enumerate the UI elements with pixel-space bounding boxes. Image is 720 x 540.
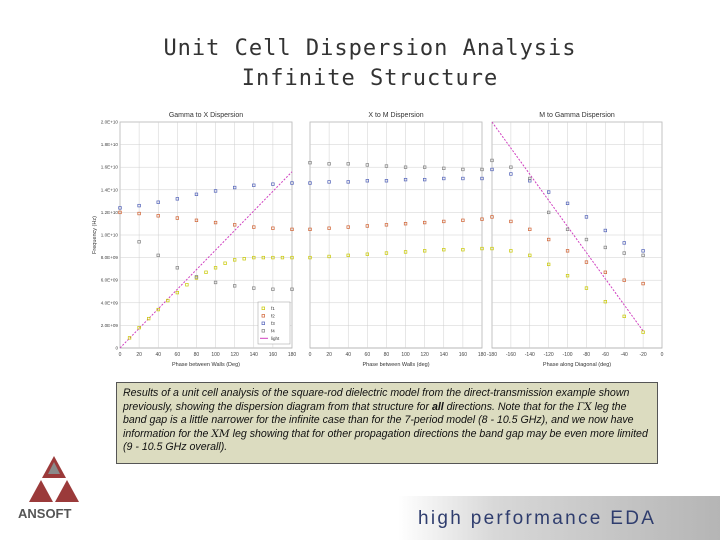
x-tick-label: 140 xyxy=(439,352,448,358)
legend-label: f3 xyxy=(271,320,275,326)
x-tick-label: 160 xyxy=(268,352,278,358)
y-axis-label: Frequency (Hz) xyxy=(92,216,98,254)
chart-panel-1 xyxy=(92,112,296,368)
x-tick-label: 0 xyxy=(660,352,664,358)
x-tick-label: 100 xyxy=(401,352,410,358)
caption-text-1: Results of a unit cell analysis of the square-rod dielectric model from the direct-transmission example shown previously, showing the dispersion diagram from that structure for xyxy=(123,387,630,413)
chart-title: Gamma to X Dispersion xyxy=(168,112,244,119)
x-tick-label: 60 xyxy=(364,352,371,358)
y-tick-label: 1.4E+10 xyxy=(100,187,118,193)
x-tick-label: 100 xyxy=(211,352,220,358)
x-tick-label: -160 xyxy=(505,352,516,358)
title-line-1: Unit Cell Dispersion Analysis xyxy=(163,36,577,61)
caption-x-m: XM xyxy=(211,427,230,440)
caption-text-4: leg showing that for other propagation directions the band gap may be even more limited (9 - 10.5 GHz overall). xyxy=(123,427,648,453)
legend-label: light xyxy=(271,335,280,341)
x-tick-label: -180 xyxy=(486,352,498,358)
x-axis-label: Phase along Diagonal (deg) xyxy=(542,362,612,368)
y-tick-label: 1.6E+10 xyxy=(100,164,118,170)
x-tick-label: 0 xyxy=(308,352,312,358)
x-tick-label: 60 xyxy=(174,352,181,358)
x-tick-label: 120 xyxy=(230,352,239,358)
y-tick-label: 2.0E+09 xyxy=(100,322,118,328)
caption-gamma-x: ΓX xyxy=(576,400,592,413)
dispersion-plots xyxy=(92,106,666,378)
caption-emphasis-all: all xyxy=(431,400,444,413)
x-tick-label: -60 xyxy=(601,352,609,358)
y-tick-label: 1.0E+10 xyxy=(100,232,118,238)
x-tick-label: 120 xyxy=(420,352,429,358)
y-tick-label: 8.0E+09 xyxy=(100,255,118,261)
chart-panel-3 xyxy=(487,112,664,368)
caption-text-3: leg the band gap is a little narrower for the infinite case than for the 7-period model (8 - 10.5 GHz), and we now have information for the xyxy=(123,400,634,440)
y-tick-label: 1.2E+10 xyxy=(100,209,118,215)
legend-label: f1 xyxy=(271,305,275,311)
legend-label: f4 xyxy=(271,328,275,334)
chart-panel-2 xyxy=(309,112,487,368)
x-tick-label: 40 xyxy=(155,352,162,358)
x-tick-label: -40 xyxy=(620,352,628,358)
dispersion-plots-svg xyxy=(92,106,666,378)
caption-text-2: directions. Note that for the xyxy=(443,400,577,413)
slide-title xyxy=(110,34,630,94)
x-tick-label: 20 xyxy=(326,352,332,358)
x-tick-label: 180 xyxy=(287,352,297,358)
y-tick-label: 0 xyxy=(115,345,118,351)
x-tick-label: 80 xyxy=(383,352,390,358)
x-tick-label: -120 xyxy=(543,352,554,358)
x-tick-label: 20 xyxy=(136,352,142,358)
x-tick-label: -80 xyxy=(582,352,591,358)
x-tick-label: -100 xyxy=(562,352,573,358)
x-tick-label: 80 xyxy=(193,352,200,358)
ansoft-logo-text: ANSOFT xyxy=(18,506,72,521)
x-tick-label: 160 xyxy=(458,352,468,358)
title-line-2: Infinite Structure xyxy=(241,66,499,91)
y-tick-label: 2.0E+10 xyxy=(100,119,118,125)
x-axis-label: Phase between Walls (deg) xyxy=(362,362,430,368)
y-tick-label: 1.8E+10 xyxy=(100,142,118,148)
x-tick-label: 40 xyxy=(345,352,352,358)
y-tick-label: 4.0E+09 xyxy=(100,300,118,306)
x-tick-label: 140 xyxy=(249,352,258,358)
banner-text: high performance EDA xyxy=(418,508,657,529)
y-tick-label: 6.0E+09 xyxy=(100,277,118,283)
x-tick-label: 180 xyxy=(477,352,487,358)
x-tick-label: 0 xyxy=(118,352,122,358)
caption-box xyxy=(116,382,658,464)
x-axis-label: Phase between Walls (Deg) xyxy=(172,362,240,368)
x-tick-label: -140 xyxy=(524,352,535,358)
x-tick-label: -20 xyxy=(639,352,647,358)
chart-title: X to M Dispersion xyxy=(368,112,424,119)
legend-label: f2 xyxy=(271,313,275,319)
chart-title: M to Gamma Dispersion xyxy=(539,112,615,119)
footer-banner xyxy=(398,496,720,540)
